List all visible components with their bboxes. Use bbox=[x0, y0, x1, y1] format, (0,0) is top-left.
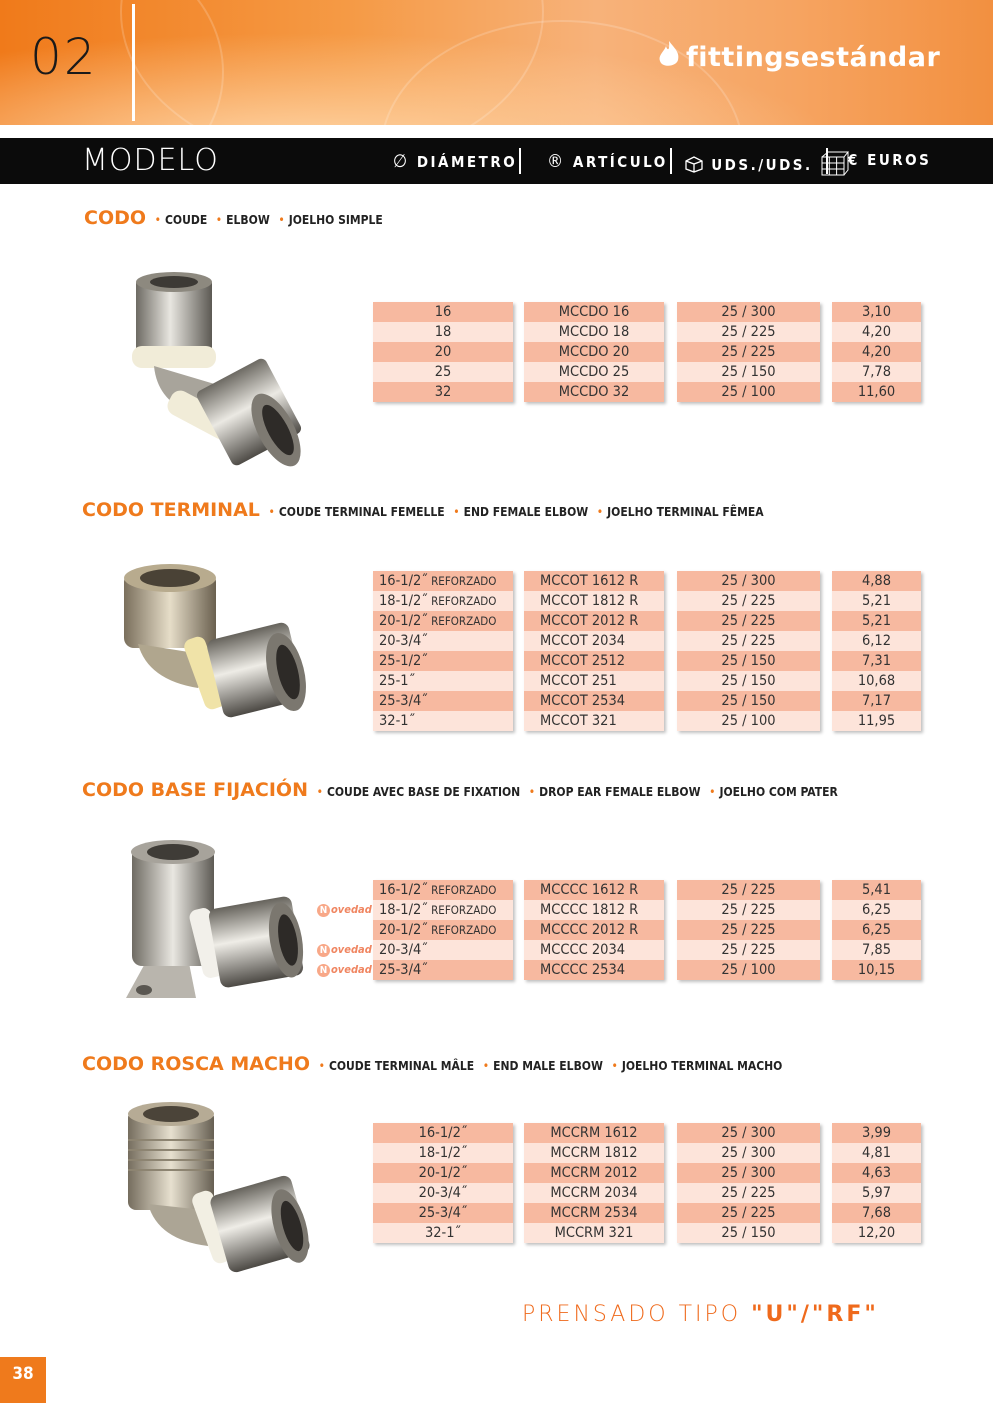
cell-value: MCCDO 25 bbox=[558, 364, 630, 380]
table-cell bbox=[524, 920, 664, 940]
cell-value: 25 / 300 bbox=[721, 304, 776, 320]
cell-value: 25 / 150 bbox=[721, 673, 776, 689]
table-cell bbox=[373, 1223, 513, 1243]
articulo-column bbox=[524, 880, 664, 980]
cell-value: MCCRM 321 bbox=[554, 1225, 634, 1241]
cell-value: 25-1/2˝ bbox=[379, 653, 428, 669]
page-header-banner bbox=[0, 0, 993, 125]
table-cell bbox=[677, 1183, 820, 1203]
table-cell bbox=[524, 1203, 664, 1223]
table-cell bbox=[373, 1203, 513, 1223]
cell-value: MCCOT 2012 R bbox=[540, 613, 639, 629]
flame-icon bbox=[656, 40, 682, 70]
cell-value: MCCDO 18 bbox=[558, 324, 630, 340]
diametro-column bbox=[373, 302, 513, 402]
table-cell bbox=[832, 631, 921, 651]
novedad-label: ovedad bbox=[331, 963, 372, 976]
table-cell bbox=[524, 671, 664, 691]
table-cell bbox=[832, 591, 921, 611]
male-elbow-fitting-image bbox=[118, 1100, 318, 1280]
table-cell bbox=[373, 362, 513, 382]
cell-value: 7,68 bbox=[861, 1205, 892, 1221]
table-cell bbox=[677, 1163, 820, 1183]
uds-column bbox=[677, 571, 820, 731]
cell-value: 5,21 bbox=[861, 613, 892, 629]
table-cell bbox=[524, 591, 664, 611]
cell-value: MCCCC 2034 bbox=[540, 942, 626, 958]
cell-value: MCCOT 1612 R bbox=[540, 573, 639, 589]
section-subtitle: JOELHO SIMPLE bbox=[288, 213, 383, 227]
euros-column bbox=[832, 571, 921, 731]
cell-value: 25 / 225 bbox=[721, 882, 776, 898]
table-cell bbox=[677, 1123, 820, 1143]
table-cell bbox=[677, 691, 820, 711]
cell-value: 32-1˝ bbox=[424, 1225, 462, 1241]
chapter-number: 02 bbox=[30, 28, 98, 86]
section-subtitle: COUDE bbox=[164, 213, 208, 227]
novedad-n-icon: N bbox=[317, 944, 330, 957]
table-cell bbox=[524, 1223, 664, 1243]
cell-value: 16 bbox=[434, 304, 452, 320]
cell-value: 25 / 225 bbox=[721, 633, 776, 649]
female-elbow-fitting-image bbox=[118, 560, 318, 725]
modelo-title: MODELO bbox=[82, 143, 219, 178]
articulo-label: ARTÍCULO bbox=[572, 153, 668, 171]
table-cell bbox=[832, 611, 921, 631]
cell-value: 4,20 bbox=[861, 324, 892, 340]
table-cell bbox=[677, 880, 820, 900]
cell-value: 5,21 bbox=[861, 593, 892, 609]
cell-value: 25 / 150 bbox=[721, 653, 776, 669]
cell-value: 3,99 bbox=[861, 1125, 892, 1141]
table-cell bbox=[524, 960, 664, 980]
cell-value: MCCRM 1812 bbox=[550, 1145, 638, 1161]
table-cell bbox=[373, 1163, 513, 1183]
cell-value: 7,31 bbox=[861, 653, 892, 669]
novedad-badge bbox=[317, 963, 372, 977]
cell-value: 4,88 bbox=[861, 573, 892, 589]
euros-column bbox=[832, 880, 921, 980]
cell-value: 25 / 100 bbox=[721, 962, 776, 978]
cell-value: 20-1/2˝ bbox=[379, 613, 428, 629]
section-subtitle: JOELHO COM PATER bbox=[719, 785, 838, 799]
brand-name: fittingsestándar bbox=[686, 42, 941, 73]
novedad-label: ovedad bbox=[331, 943, 372, 956]
cell-value: 11,95 bbox=[857, 713, 896, 729]
cell-value: MCCDO 32 bbox=[558, 384, 630, 400]
articulo-column bbox=[524, 1123, 664, 1243]
cell-value: 25 / 225 bbox=[721, 922, 776, 938]
cell-value: MCCCC 2534 bbox=[540, 962, 626, 978]
section-title-codo-terminal: CODO TERMINAL • COUDE TERMINAL FEMELLE • END FEMALE ELBOW • JOELHO TERMINAL FÊMEA bbox=[82, 499, 764, 521]
table-cell bbox=[677, 591, 820, 611]
section-title-codo-base-fijacion: CODO BASE FIJACIÓN • COUDE AVEC BASE DE FIXATION • DROP EAR FEMALE ELBOW • JOELHO COM PATER bbox=[82, 779, 838, 801]
header-divider bbox=[132, 4, 135, 121]
uds-column bbox=[677, 1123, 820, 1243]
diametro-column bbox=[373, 571, 513, 731]
table-cell bbox=[677, 611, 820, 631]
diametro-label: DIÁMETRO bbox=[416, 153, 518, 171]
table-cell bbox=[373, 691, 513, 711]
bar-separator bbox=[670, 148, 672, 174]
section-subtitle: COUDE TERMINAL MÂLE bbox=[328, 1059, 475, 1073]
cell-value: 20 bbox=[434, 344, 452, 360]
cell-value: 5,97 bbox=[861, 1185, 892, 1201]
table-cell bbox=[677, 382, 820, 402]
cell-value: 25 / 225 bbox=[721, 344, 776, 360]
articulo-header bbox=[547, 151, 668, 172]
cell-value: 25 / 225 bbox=[721, 593, 776, 609]
table-cell bbox=[373, 611, 513, 631]
table-cell bbox=[677, 342, 820, 362]
table-cell bbox=[524, 342, 664, 362]
section-main-title: CODO BASE FIJACIÓN bbox=[82, 779, 308, 801]
cell-value: MCCOT 2034 bbox=[540, 633, 626, 649]
table-cell bbox=[373, 302, 513, 322]
cell-value: 20-1/2˝ bbox=[418, 1165, 468, 1181]
euros-header bbox=[848, 151, 931, 169]
table-cell bbox=[677, 711, 820, 731]
table-cell bbox=[524, 651, 664, 671]
reforzado-label: REFORZADO bbox=[427, 614, 497, 628]
boxes-grid-icon bbox=[820, 151, 850, 177]
cell-value: 20-1/2˝ bbox=[379, 922, 428, 938]
table-cell bbox=[677, 571, 820, 591]
table-cell bbox=[677, 1203, 820, 1223]
cell-value: 4,20 bbox=[861, 344, 892, 360]
table-cell bbox=[832, 900, 921, 920]
cell-value: MCCCC 1812 R bbox=[540, 902, 639, 918]
table-cell bbox=[832, 1223, 921, 1243]
uds-header bbox=[684, 151, 850, 177]
novedad-badge bbox=[317, 903, 372, 917]
table-cell bbox=[373, 651, 513, 671]
cell-value: 7,17 bbox=[861, 693, 892, 709]
cell-value: MCCOT 2512 bbox=[540, 653, 626, 669]
cell-value: 7,78 bbox=[861, 364, 892, 380]
cell-value: 25 / 150 bbox=[721, 364, 776, 380]
table-cell bbox=[524, 1123, 664, 1143]
cell-value: 6,25 bbox=[861, 902, 892, 918]
cell-value: 18-1/2˝ bbox=[418, 1145, 468, 1161]
table-cell bbox=[677, 940, 820, 960]
cell-value: MCCDO 16 bbox=[558, 304, 630, 320]
bar-separator bbox=[826, 148, 828, 174]
table-cell bbox=[832, 1163, 921, 1183]
table-cell bbox=[832, 920, 921, 940]
table-cell bbox=[524, 611, 664, 631]
cell-value: 25 / 300 bbox=[721, 1165, 776, 1181]
cell-value: 25-3/4˝ bbox=[379, 693, 428, 709]
cell-value: 25 / 225 bbox=[721, 1205, 776, 1221]
cell-value: 25-1˝ bbox=[379, 673, 416, 689]
diameter-icon: ∅ bbox=[393, 151, 410, 172]
table-cell bbox=[832, 711, 921, 731]
cell-value: 6,25 bbox=[861, 922, 892, 938]
table-cell bbox=[832, 671, 921, 691]
table-cell bbox=[524, 1183, 664, 1203]
table-cell bbox=[832, 322, 921, 342]
cell-value: 25 / 150 bbox=[721, 693, 776, 709]
table-cell bbox=[677, 651, 820, 671]
cell-value: MCCOT 1812 R bbox=[540, 593, 639, 609]
table-cell bbox=[373, 960, 513, 980]
table-cell bbox=[832, 691, 921, 711]
cell-value: 18 bbox=[434, 324, 452, 340]
footer-title-prefix: PRENSADO TIPO bbox=[522, 1302, 752, 1327]
novedad-label: ovedad bbox=[331, 903, 372, 916]
table-cell bbox=[832, 382, 921, 402]
cell-value: 25 / 150 bbox=[721, 1225, 776, 1241]
euros-label: EUROS bbox=[867, 151, 932, 169]
section-main-title: CODO TERMINAL bbox=[82, 499, 260, 521]
euros-column bbox=[832, 1123, 921, 1243]
section-subtitle: JOELHO TERMINAL FÊMEA bbox=[607, 505, 764, 519]
table-cell bbox=[677, 920, 820, 940]
cell-value: 25 / 100 bbox=[721, 713, 776, 729]
table-cell bbox=[373, 940, 513, 960]
cell-value: 25 / 225 bbox=[721, 613, 776, 629]
cell-value: MCCRM 2034 bbox=[550, 1185, 638, 1201]
table-cell bbox=[524, 900, 664, 920]
table-cell bbox=[524, 382, 664, 402]
table-cell bbox=[832, 960, 921, 980]
diametro-column bbox=[373, 1123, 513, 1243]
table-cell bbox=[832, 1123, 921, 1143]
cell-value: 12,20 bbox=[857, 1225, 896, 1241]
section-subtitle: JOELHO TERMINAL MACHO bbox=[621, 1059, 783, 1073]
cell-value: 16-1/2˝ bbox=[418, 1125, 468, 1141]
table-cell bbox=[524, 631, 664, 651]
articulo-column bbox=[524, 302, 664, 402]
brand-logo bbox=[656, 40, 940, 73]
section-main-title: CODO ROSCA MACHO bbox=[82, 1053, 310, 1075]
cell-value: 16-1/2˝ bbox=[379, 882, 428, 898]
table-cell bbox=[373, 631, 513, 651]
cell-value: 10,15 bbox=[857, 962, 896, 978]
cell-value: 25 bbox=[434, 364, 452, 380]
cell-value: 25 / 225 bbox=[721, 1185, 776, 1201]
cell-value: 25 / 225 bbox=[721, 902, 776, 918]
table-cell bbox=[832, 880, 921, 900]
uds-column bbox=[677, 302, 820, 402]
section-subtitle: COUDE TERMINAL FEMELLE bbox=[278, 505, 445, 519]
cell-value: 18-1/2˝ bbox=[379, 593, 428, 609]
table-cell bbox=[373, 1183, 513, 1203]
cell-value: 32 bbox=[434, 384, 452, 400]
reforzado-label: REFORZADO bbox=[427, 923, 497, 937]
box-icon bbox=[684, 155, 704, 173]
cell-value: MCCCC 1612 R bbox=[540, 882, 639, 898]
cell-value: 25 / 300 bbox=[721, 1125, 776, 1141]
table-cell bbox=[373, 382, 513, 402]
cell-value: 4,81 bbox=[861, 1145, 892, 1161]
cell-value: 20-3/4˝ bbox=[379, 942, 428, 958]
table-cell bbox=[832, 571, 921, 591]
cell-value: 11,60 bbox=[857, 384, 896, 400]
reforzado-label: REFORZADO bbox=[427, 903, 497, 917]
table-cell bbox=[677, 671, 820, 691]
cell-value: 20-3/4˝ bbox=[418, 1185, 468, 1201]
cell-value: 25 / 225 bbox=[721, 942, 776, 958]
cell-value: 25 / 100 bbox=[721, 384, 776, 400]
cell-value: 32-1˝ bbox=[379, 713, 416, 729]
cell-value: 25 / 225 bbox=[721, 324, 776, 340]
table-cell bbox=[373, 571, 513, 591]
cell-value: 25-3/4˝ bbox=[418, 1205, 468, 1221]
cell-value: 16-1/2˝ bbox=[379, 573, 428, 589]
euro-icon: € bbox=[848, 151, 860, 169]
table-cell bbox=[677, 302, 820, 322]
column-header-bar bbox=[0, 138, 993, 184]
table-cell bbox=[524, 302, 664, 322]
table-cell bbox=[832, 651, 921, 671]
table-cell bbox=[677, 960, 820, 980]
table-cell bbox=[373, 591, 513, 611]
table-cell bbox=[524, 571, 664, 591]
table-cell bbox=[832, 1183, 921, 1203]
cell-value: MCCOT 321 bbox=[540, 713, 617, 729]
cell-value: 10,68 bbox=[857, 673, 896, 689]
cell-value: MCCDO 20 bbox=[558, 344, 630, 360]
footer-title-bold: "U"/"RF" bbox=[751, 1302, 879, 1327]
cell-value: 5,41 bbox=[861, 882, 892, 898]
table-cell bbox=[677, 322, 820, 342]
table-cell bbox=[524, 322, 664, 342]
bar-separator bbox=[519, 148, 521, 174]
elbow-fitting-image bbox=[118, 268, 318, 478]
table-cell bbox=[373, 711, 513, 731]
cell-value: MCCCC 2012 R bbox=[540, 922, 639, 938]
uds-column bbox=[677, 880, 820, 980]
table-cell bbox=[373, 1123, 513, 1143]
cell-value: MCCRM 2534 bbox=[550, 1205, 638, 1221]
table-cell bbox=[832, 302, 921, 322]
table-cell bbox=[524, 711, 664, 731]
cell-value: 25 / 300 bbox=[721, 573, 776, 589]
table-cell bbox=[524, 362, 664, 382]
table-cell bbox=[524, 1143, 664, 1163]
table-cell bbox=[524, 691, 664, 711]
page-number: 38 bbox=[0, 1357, 46, 1403]
cell-value: 25 / 300 bbox=[721, 1145, 776, 1161]
novedad-n-icon: N bbox=[317, 904, 330, 917]
table-cell bbox=[373, 342, 513, 362]
reforzado-label: REFORZADO bbox=[427, 574, 497, 588]
section-main-title: CODO bbox=[84, 207, 147, 229]
cell-value: MCCOT 2534 bbox=[540, 693, 626, 709]
novedad-badge bbox=[317, 943, 372, 957]
novedad-n-icon: N bbox=[317, 964, 330, 977]
table-cell bbox=[524, 940, 664, 960]
table-cell bbox=[832, 1143, 921, 1163]
cell-value: 6,12 bbox=[861, 633, 892, 649]
articulo-column bbox=[524, 571, 664, 731]
section-subtitle: DROP EAR FEMALE ELBOW bbox=[539, 785, 701, 799]
registered-icon: ® bbox=[547, 151, 566, 172]
table-cell bbox=[373, 1143, 513, 1163]
cell-value: MCCOT 251 bbox=[540, 673, 617, 689]
table-cell bbox=[832, 342, 921, 362]
section-subtitle: END MALE ELBOW bbox=[493, 1059, 603, 1073]
footer-title bbox=[522, 1302, 879, 1327]
diametro-header bbox=[393, 151, 517, 172]
section-title-codo-rosca-macho: CODO ROSCA MACHO • COUDE TERMINAL MÂLE • END MALE ELBOW • JOELHO TERMINAL MACHO bbox=[82, 1053, 783, 1075]
cell-value: MCCRM 1612 bbox=[550, 1125, 638, 1141]
table-cell bbox=[677, 631, 820, 651]
table-cell bbox=[373, 880, 513, 900]
reforzado-label: REFORZADO bbox=[427, 883, 497, 897]
section-subtitle: ELBOW bbox=[226, 213, 270, 227]
table-cell bbox=[832, 940, 921, 960]
table-cell bbox=[677, 900, 820, 920]
table-cell bbox=[677, 1223, 820, 1243]
table-cell bbox=[524, 880, 664, 900]
table-cell bbox=[373, 671, 513, 691]
table-cell bbox=[524, 1163, 664, 1183]
table-cell bbox=[373, 322, 513, 342]
section-subtitle: COUDE AVEC BASE DE FIXATION bbox=[326, 785, 521, 799]
table-cell bbox=[373, 900, 513, 920]
euros-column bbox=[832, 302, 921, 402]
table-cell bbox=[832, 362, 921, 382]
reforzado-label: REFORZADO bbox=[427, 594, 497, 608]
table-cell bbox=[677, 362, 820, 382]
section-title-codo: CODO • COUDE • ELBOW • JOELHO SIMPLE bbox=[84, 207, 383, 229]
uds-label: UDS./UDS. bbox=[711, 156, 813, 174]
drop-ear-elbow-fitting-image bbox=[118, 838, 318, 1008]
cell-value: MCCRM 2012 bbox=[550, 1165, 638, 1181]
cell-value: 25-3/4˝ bbox=[379, 962, 428, 978]
table-cell bbox=[373, 920, 513, 940]
table-cell bbox=[677, 1143, 820, 1163]
diametro-column bbox=[373, 880, 513, 980]
cell-value: 20-3/4˝ bbox=[379, 633, 428, 649]
cell-value: 3,10 bbox=[861, 304, 892, 320]
section-subtitle: END FEMALE ELBOW bbox=[463, 505, 589, 519]
cell-value: 18-1/2˝ bbox=[379, 902, 428, 918]
cell-value: 4,63 bbox=[861, 1165, 892, 1181]
table-cell bbox=[832, 1203, 921, 1223]
cell-value: 7,85 bbox=[861, 942, 892, 958]
